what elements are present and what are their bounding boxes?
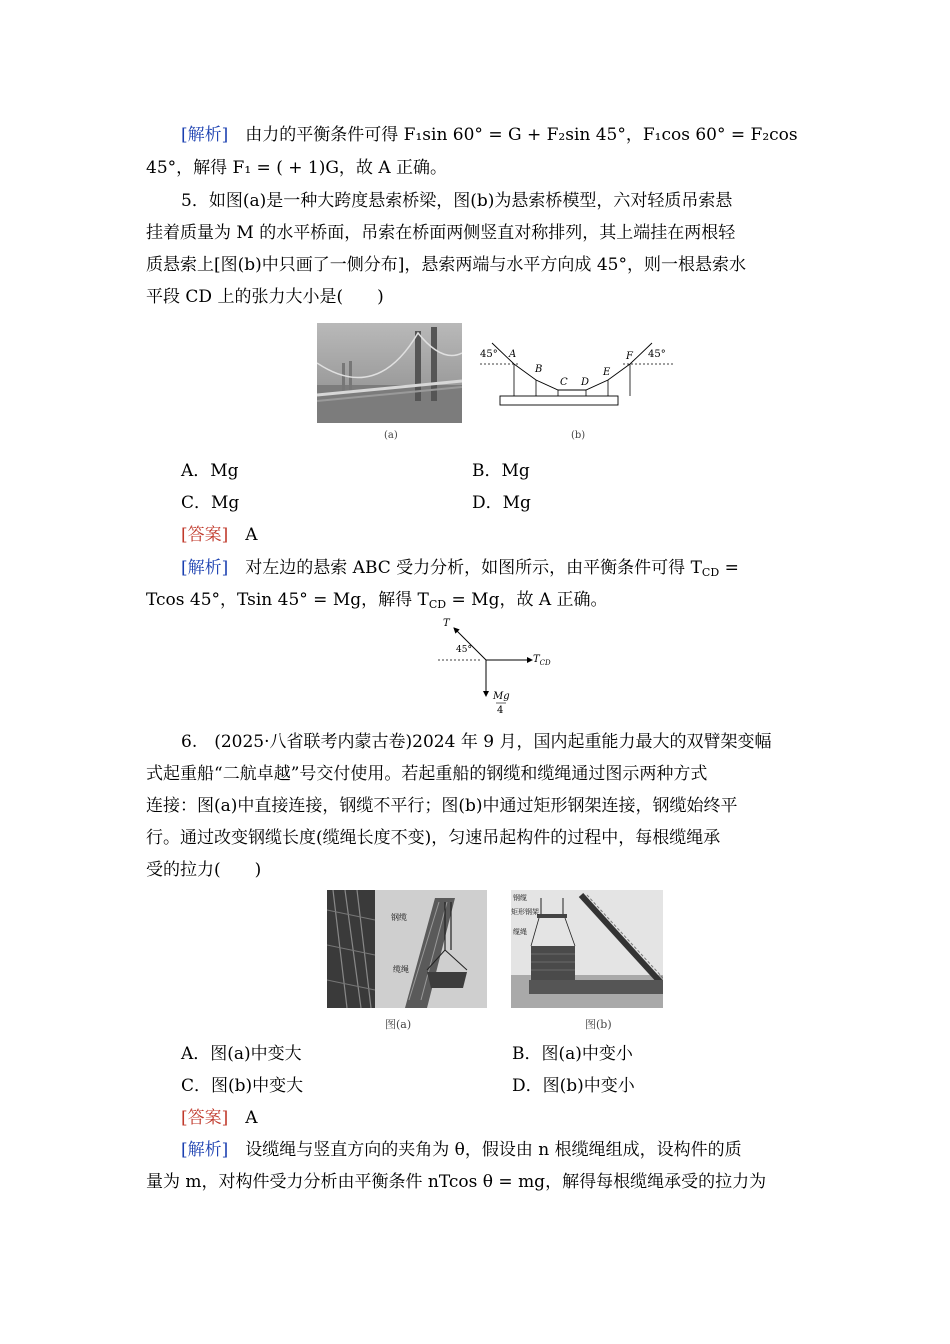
q5-option-d[interactable]: D．Mg: [472, 493, 531, 513]
explanation-tag: [解析]: [181, 1140, 229, 1160]
force-tcd-label: $T_{CD}$: [533, 654, 551, 667]
explanation-tag: [解析]: [181, 125, 229, 145]
crane-b-frame-label: 矩形钢架: [511, 908, 539, 916]
answer-tag: [答案]: [181, 525, 229, 545]
force-diagram: [430, 618, 560, 723]
q5-answer: [答案] A: [181, 525, 258, 545]
angle-label-left: 45°: [480, 349, 498, 360]
q6-option-a[interactable]: A．图(a)中变大: [181, 1044, 302, 1064]
q6-option-d[interactable]: D．图(b)中变小: [512, 1076, 635, 1096]
crane-a-rope-label: 缆绳: [393, 965, 409, 974]
q5-option-c[interactable]: C．Mg: [181, 493, 240, 513]
prev-explanation-line2: 45°，解得 F₁ = ( + 1)G，故 A 正确。: [146, 158, 447, 178]
q6-explanation-line2: 量为 m，对构件受力分析由平衡条件 nTcos θ = mg，解得每根缆绳承受的拉力为: [146, 1172, 767, 1192]
answer-tag: [答案]: [181, 1108, 229, 1128]
q6-option-b[interactable]: B．图(a)中变小: [512, 1044, 633, 1064]
angle-label-right: 45°: [648, 349, 666, 360]
q5-stem-line1: 5．如图(a)是一种大跨度悬索桥梁，图(b)为悬索桥模型，六对轻质吊索悬: [181, 191, 733, 211]
crane-photo-b: [511, 890, 663, 1008]
force-mg-denominator: 4: [497, 705, 504, 716]
point-a-label: A: [509, 349, 517, 360]
point-c-label: C: [560, 377, 568, 388]
q6-stem-line2: 式起重船“二航卓越”号交付使用。若起重船的钢缆和缆绳通过图示两种方式: [146, 764, 708, 784]
q5-option-b[interactable]: B．Mg: [472, 461, 530, 481]
q5-stem-line3: 质悬索上[图(b)中只画了一侧分布]，悬索两端与水平方向成 45°，则一根悬索水: [146, 255, 746, 275]
point-b-label: B: [535, 364, 543, 375]
q6-explanation-line1: [解析] 设缆绳与竖直方向的夹角为 θ，假设由 n 根缆绳组成，设构件的质: [181, 1140, 742, 1160]
q6-stem-line5: 受的拉力( ): [146, 860, 262, 880]
crane-b-rope-label: 缆绳: [513, 928, 527, 936]
point-d-label: D: [581, 377, 590, 388]
q6-option-c[interactable]: C．图(b)中变大: [181, 1076, 304, 1096]
crane-fig-b-caption: 图(b): [585, 1018, 612, 1031]
q5-stem-line4: 平段 CD 上的张力大小是( ): [146, 287, 384, 307]
crane-photo-a: [327, 890, 487, 1008]
fig-a-caption: (a): [384, 430, 398, 441]
point-f-label: F: [626, 351, 633, 362]
q6-answer: [答案] A: [181, 1108, 258, 1128]
point-e-label: E: [603, 367, 611, 378]
crane-fig-a-caption: 图(a): [385, 1018, 412, 1031]
q6-stem-line4: 行。通过改变钢缆长度(缆绳长度不变)，匀速吊起构件的过程中，每根缆绳承: [146, 828, 721, 848]
force-mg-numerator: Mg: [493, 691, 510, 702]
bridge-photo: [317, 323, 462, 423]
crane-a-steel-label: 钢缆: [391, 913, 407, 922]
q5-stem-line2: 挂着质量为 M 的水平桥面，吊索在桥面两侧竖直对称排列，其上端挂在两根轻: [146, 223, 736, 243]
force-angle-label: 45°: [456, 645, 472, 655]
bridge-model-diagram: [478, 340, 678, 414]
q5-explanation-line1: [解析] 对左边的悬索 ABC 受力分析，如图所示，由平衡条件可得 $T_{CD}$ =: [181, 558, 739, 579]
crane-b-steel-label: 钢缆: [513, 894, 527, 902]
explanation-tag: [解析]: [181, 558, 229, 578]
force-t-label: T: [443, 618, 450, 629]
fig-b-caption: (b): [571, 430, 586, 441]
q6-stem-line3: 连接：图(a)中直接连接，钢缆不平行；图(b)中通过矩形钢架连接，钢缆始终平: [146, 796, 738, 816]
q5-explanation-line2: Tcos 45°，Tsin 45° = Mg，解得 $T_{CD} = Mg$，故 A 正确。: [146, 590, 608, 611]
q6-stem-line1: 6. (2025·八省联考内蒙古卷)2024 年 9 月，国内起重能力最大的双臂架变幅: [181, 732, 772, 752]
q5-option-a[interactable]: A．Mg: [181, 461, 239, 481]
prev-explanation-line1: [解析] 由力的平衡条件可得 F₁sin 60° = G + F₂sin 45°，F₁cos 60° = F₂cos: [181, 125, 798, 145]
